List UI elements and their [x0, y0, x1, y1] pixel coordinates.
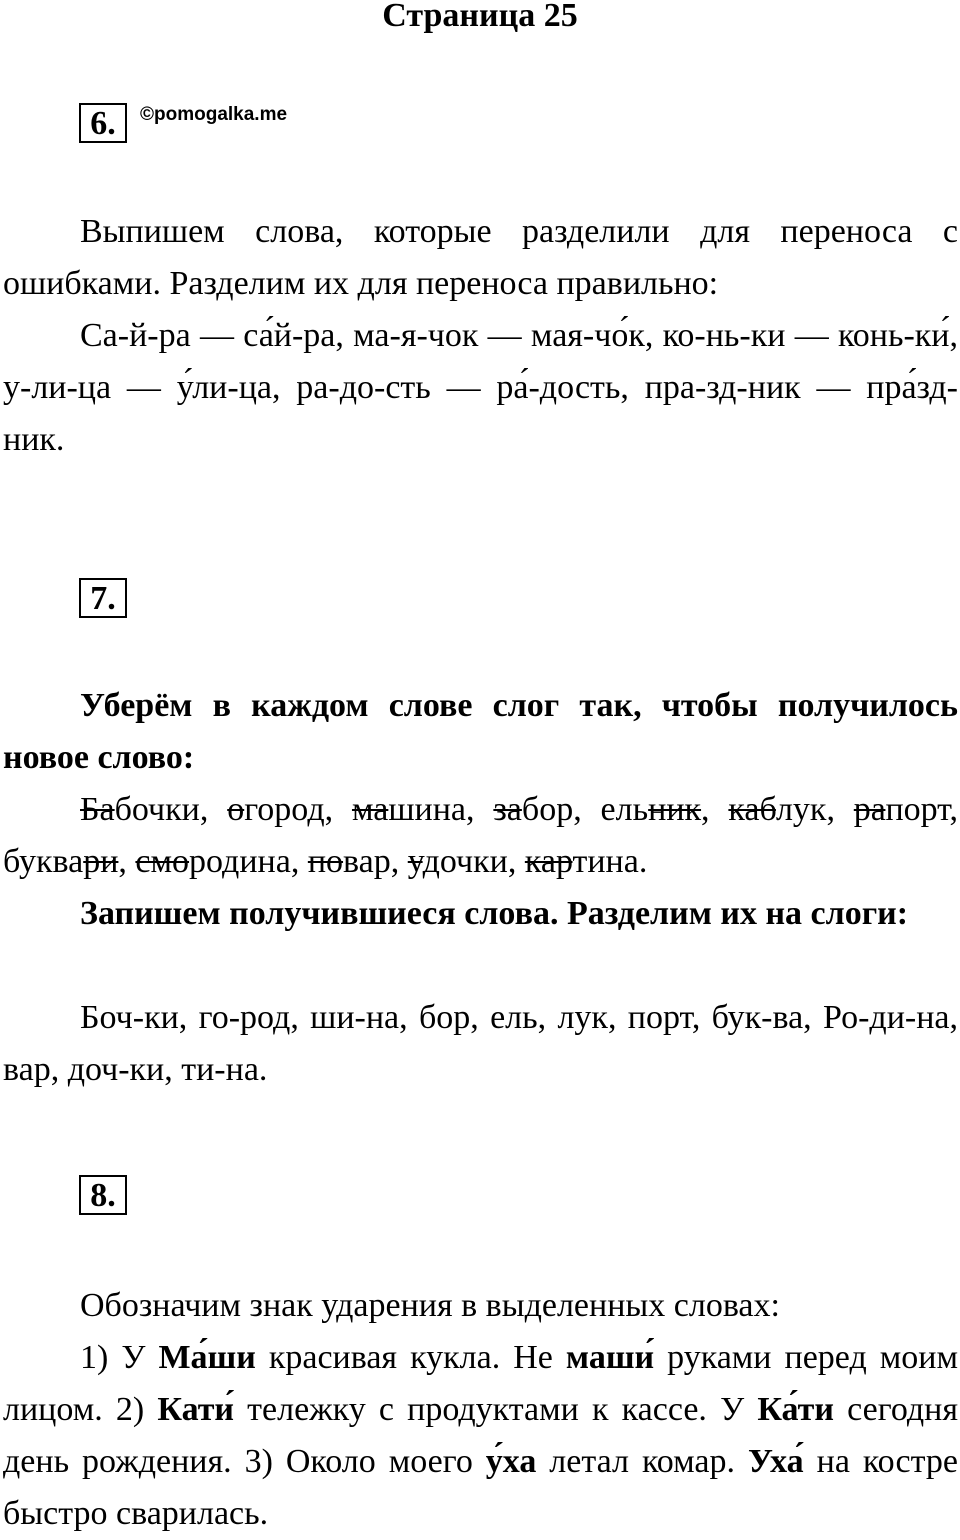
task-6-number: 6. [79, 103, 127, 143]
struck-word [227, 791, 324, 828]
struck-word [601, 791, 702, 828]
struck-word [135, 843, 290, 880]
sentence-text: летал комар. [536, 1443, 748, 1480]
separator: , [290, 843, 308, 880]
struck-syllable: каб [728, 791, 776, 828]
stressed-word: маши́ [565, 1339, 655, 1376]
struck-syllable: ра [853, 791, 886, 828]
task-8-intro: Обозначим знак ударения в выделенных словах: [80, 1287, 780, 1324]
struck-syllable: ма [351, 791, 389, 828]
sentence-text: красивая кукла. Не [255, 1339, 566, 1376]
separator: , [507, 843, 525, 880]
struck-syllable: о [227, 791, 245, 828]
remaining-word: вар [343, 843, 391, 880]
separator: , [826, 791, 854, 828]
remaining-word: ель [600, 791, 649, 828]
struck-word [493, 791, 573, 828]
separator: , [466, 791, 494, 828]
separator: , [118, 843, 136, 880]
remaining-word: бочки [114, 791, 200, 828]
task-7-number: 7. [79, 578, 127, 618]
task-7-answer: Боч-ки, го-род, ши-на, бор, ель, лук, порт, бук-ва, Ро-ди-на, вар, доч-ки, ти-на. [3, 999, 958, 1088]
task-6-answer: Са-й-ра — са́й-ра, ма-я-чок — мая-чо́к, ко-нь-ки — конь-ки́, у-ли-ца — у́ли-ца, ра-до-сть — ра́-дость, пра-зд-ник — пра́зд-ник. [3, 317, 958, 458]
struck-syllable: ри [83, 843, 119, 880]
task-7-word-list [3, 784, 958, 888]
task-8-number: 8. [79, 1175, 127, 1215]
remaining-word: город [244, 791, 325, 828]
struck-syllable: ник [648, 791, 702, 828]
sentence-text: тележку с продуктами к кассе. У [234, 1391, 758, 1428]
stressed-word: Ма́ши [158, 1339, 256, 1376]
separator: , [390, 843, 408, 880]
struck-syllable: смо [135, 843, 190, 880]
struck-word [80, 791, 200, 828]
task-6-intro: Выпишем слова, которые разделили для переноса с ошибками. Разделим их для переноса правильно: [3, 213, 958, 302]
remaining-word: буква [3, 843, 84, 880]
stressed-word: у́ха [485, 1443, 537, 1480]
remaining-word: шина [388, 791, 467, 828]
remaining-word: бор [521, 791, 574, 828]
struck-syllable: у [407, 843, 423, 880]
struck-syllable: за [493, 791, 522, 828]
task-7-instruction-1: Уберём в каждом слове слог так, чтобы получилось новое слово: [3, 687, 958, 776]
struck-word [352, 791, 466, 828]
stressed-word: Кати́ [157, 1391, 235, 1428]
struck-syllable: по [307, 843, 344, 880]
sentence-text: 1) У [80, 1339, 159, 1376]
struck-word [408, 843, 508, 880]
page-title: Страница 25 [382, 0, 578, 34]
task-7-instruction-2: Запишем получившиеся слова. Разделим их на слоги: [80, 895, 909, 932]
separator: . [638, 843, 648, 880]
watermark: ©pomogalka.me [140, 104, 288, 125]
remaining-word: порт [885, 791, 950, 828]
sentence-text: руками перед моим лицом. 2) [3, 1339, 958, 1428]
sentence-text: сегодня день рождения. 3) Около моего [3, 1391, 958, 1480]
struck-word [3, 843, 118, 880]
stressed-word: Уха́ [747, 1443, 804, 1480]
remaining-word: лук [775, 791, 827, 828]
struck-word [854, 791, 950, 828]
separator: , [199, 791, 228, 828]
separator: , [573, 791, 601, 828]
remaining-word: тина [572, 843, 639, 880]
remaining-word: дочки [422, 843, 508, 880]
task-8-sentences [3, 1332, 958, 1540]
struck-word [728, 791, 826, 828]
struck-word [525, 843, 639, 880]
separator: , [324, 791, 352, 828]
struck-syllable: кар [524, 843, 573, 880]
struck-syllable: Ба [80, 791, 115, 828]
sentence-text: на костре быстро сварилась. [3, 1443, 958, 1532]
remaining-word: родина [189, 843, 291, 880]
separator: , [949, 791, 958, 828]
struck-word [308, 843, 391, 880]
separator: , [701, 791, 729, 828]
stressed-word: Ка́ти [757, 1391, 834, 1428]
